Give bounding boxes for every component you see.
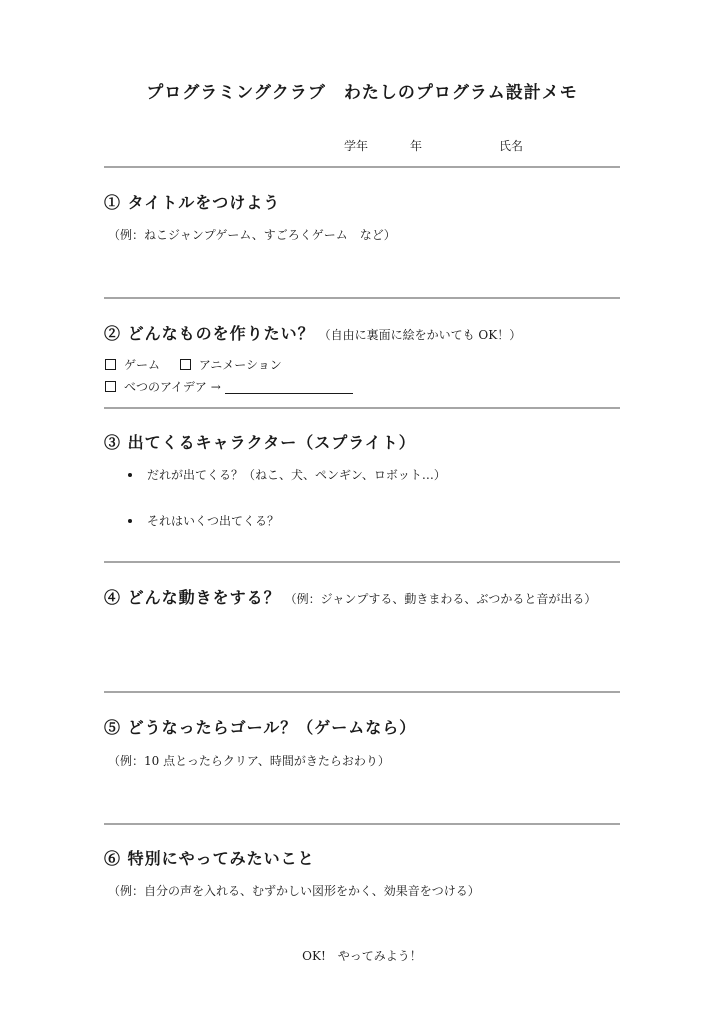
bullet-icon — [128, 519, 132, 523]
section-1-heading — [104, 190, 280, 213]
divider — [104, 561, 620, 563]
section-6-heading — [104, 846, 315, 869]
checkbox-icon[interactable] — [105, 381, 116, 392]
section-3-title: ③ 出てくるキャラクター（スプライト） — [104, 433, 416, 452]
section-3-heading — [104, 430, 416, 453]
divider — [104, 691, 620, 693]
option-row — [105, 356, 282, 373]
other-idea-blank[interactable] — [225, 381, 353, 394]
checkbox-icon[interactable] — [105, 359, 116, 370]
section-5-example: （例：10 点とったらクリア、時間がきたらおわり） — [108, 754, 390, 768]
divider — [104, 407, 620, 409]
section-5-title: ⑤ どうなったらゴール？（ゲームなら） — [104, 718, 417, 737]
option-game-label: ゲーム — [124, 358, 161, 372]
option-other-label: べつのアイデア → — [124, 380, 221, 394]
section-2-note: （自由に裏面に絵をかいても OK！） — [318, 328, 522, 342]
grade-label: 学年 — [344, 139, 369, 153]
name-label: 氏名 — [499, 139, 524, 153]
section-1-title: ① タイトルをつけよう — [104, 193, 281, 212]
bullet-item: だれが出てくる？（ねこ、犬、ペンギン、ロボット…） — [147, 468, 446, 482]
bullet-item: それはいくつ出てくる？ — [147, 514, 280, 528]
option-other[interactable] — [105, 378, 353, 395]
divider — [104, 166, 620, 168]
page-title: プログラミングクラブ わたしのプログラム設計メモ — [146, 83, 578, 103]
section-4-heading — [104, 585, 596, 608]
option-animation[interactable] — [180, 358, 282, 372]
section-2-heading — [104, 321, 521, 344]
divider — [104, 297, 620, 299]
section-6-title: ⑥ 特別にやってみたいこと — [104, 849, 315, 868]
option-animation-label: アニメーション — [198, 358, 282, 372]
footer-message: OK! やってみよう！ — [302, 949, 422, 963]
checkbox-icon[interactable] — [180, 359, 191, 370]
divider — [104, 823, 620, 825]
section-5-heading — [104, 715, 416, 738]
section-4-note: （例：ジャンプする、動きまわる、ぶつかると音が出る） — [284, 592, 597, 606]
section-2-title: ② どんなものを作りたい？ — [104, 324, 315, 343]
section-1-example: （例：ねこジャンプゲーム、すごろくゲーム など） — [108, 228, 396, 242]
section-6-example: （例：自分の声を入れる、むずかしい図形をかく、効果音をつける） — [108, 884, 480, 898]
option-game[interactable] — [105, 358, 160, 372]
year-label: 年 — [410, 139, 423, 153]
bullet-icon — [128, 473, 132, 477]
section-4-title: ④ どんな動きをする？ — [104, 588, 281, 607]
